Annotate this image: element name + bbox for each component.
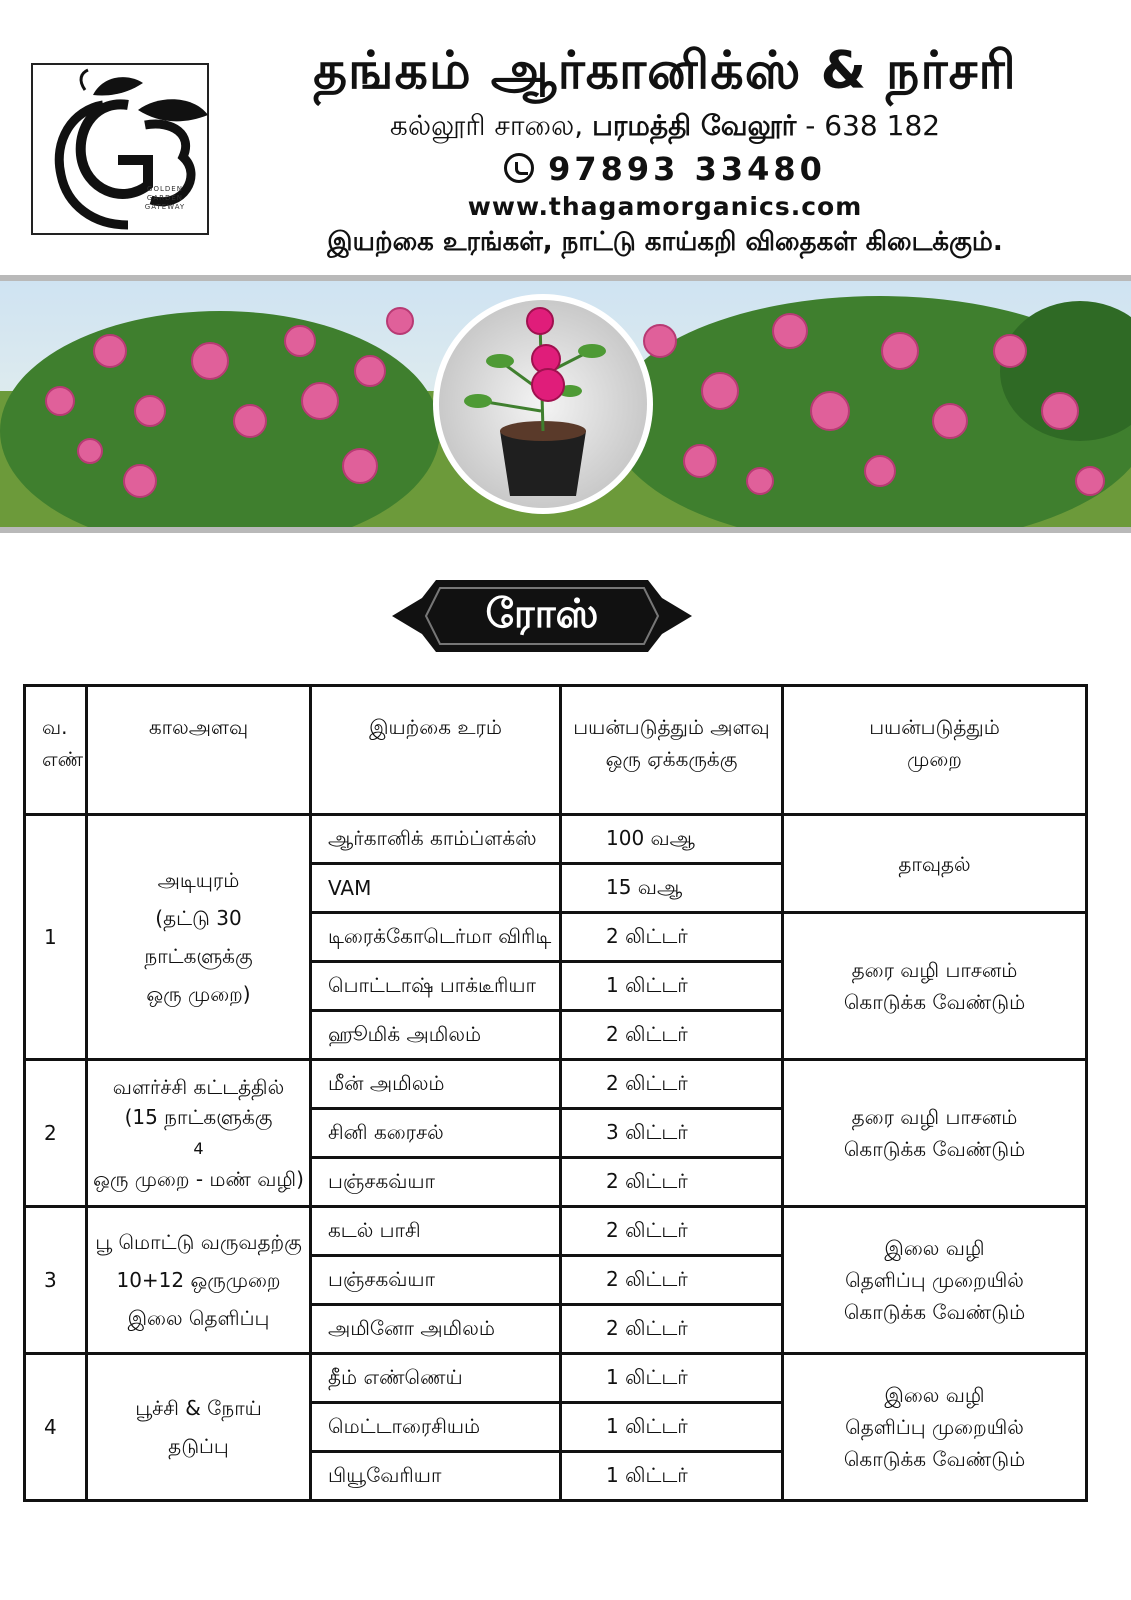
quantity-cell: 2 லிட்டர் <box>561 1207 783 1256</box>
period-cell: வளர்ச்சி கட்டத்தில் (15 நாட்களுக்கு 4 ஒரு முறை - மண் வழி) <box>87 1060 311 1207</box>
fertilizer-cell: பொட்டாஷ் பாக்டீரியா <box>311 962 561 1011</box>
row-number: 1 <box>25 815 87 1060</box>
fertilizer-cell: மெட்டாரைசியம் <box>311 1403 561 1452</box>
quantity-cell: 15 வஆ <box>561 864 783 913</box>
period-cell: அடியுரம் (தட்டு 30 நாட்களுக்கு ஒரு முறை) <box>87 815 311 1060</box>
header-period: காலஅளவு <box>87 686 311 815</box>
fertilizer-cell: மீன் அமிலம் <box>311 1060 561 1109</box>
table-row <box>25 1354 1087 1403</box>
business-name: தங்கம் ஆர்கானிக்ஸ் & நர்சரி <box>313 41 1017 101</box>
quantity-cell: 1 லிட்டர் <box>561 1452 783 1501</box>
method-cell: தரை வழி பாசனம் கொடுக்க வேண்டும் <box>783 1060 1087 1207</box>
header-no: வ. எண் <box>25 686 87 815</box>
quantity-cell: 2 லிட்டர் <box>561 1305 783 1354</box>
period-cell: பூச்சி & நோய் தடுப்பு <box>87 1354 311 1501</box>
method-cell: இலை வழி தெளிப்பு முறையில் கொடுக்க வேண்டும் <box>783 1354 1087 1501</box>
fertilizer-cell: சினி கரைசல் <box>311 1109 561 1158</box>
section-title: ரோஸ் <box>485 590 599 637</box>
quantity-cell: 2 லிட்டர் <box>561 913 783 962</box>
tagline: இயற்கை உரங்கள், நாட்டு காய்கறி விதைகள் கிடைக்கும். <box>327 227 1003 257</box>
row-number: 2 <box>25 1060 87 1207</box>
rose-banner-image <box>0 275 1131 533</box>
phone: 97893 33480 <box>215 148 1115 190</box>
quantity-cell: 1 லிட்டர் <box>561 1354 783 1403</box>
fertilizer-cell: பஞ்சகவ்யா <box>311 1158 561 1207</box>
header <box>215 40 1115 260</box>
logo-text: GOLDEN GARDEN GATEWAY <box>144 185 186 211</box>
section-title-plaque <box>392 578 692 654</box>
table-row <box>25 1060 1087 1109</box>
header-fertilizer: இயற்கை உரம் <box>311 686 561 815</box>
quantity-cell: 3 லிட்டர் <box>561 1109 783 1158</box>
header-quantity: பயன்படுத்தும் அளவு ஒரு ஏக்கருக்கு <box>561 686 783 815</box>
row-number: 4 <box>25 1354 87 1501</box>
quantity-cell: 1 லிட்டர் <box>561 962 783 1011</box>
fertilizer-cell: அமினோ அமிலம் <box>311 1305 561 1354</box>
method-cell: தரை வழி பாசனம் கொடுக்க வேண்டும் <box>783 913 1087 1060</box>
fertilizer-cell: கடல் பாசி <box>311 1207 561 1256</box>
table-row <box>25 815 1087 864</box>
address: கல்லூரி சாலை, பரமத்தி வேலூர் - 638 182 <box>389 109 941 142</box>
quantity-cell: 2 லிட்டர் <box>561 1256 783 1305</box>
fertilizer-cell: பியூவேரியா <box>311 1452 561 1501</box>
method-cell: தாவுதல் <box>783 815 1087 913</box>
method-cell: இலை வழி தெளிப்பு முறையில் கொடுக்க வேண்டும் <box>783 1207 1087 1354</box>
row-number: 3 <box>25 1207 87 1354</box>
quantity-cell: 2 லிட்டர் <box>561 1011 783 1060</box>
website: www.thagamorganics.com <box>467 192 863 221</box>
fertilizer-schedule-table <box>23 684 1088 1502</box>
fertilizer-cell: ஆர்கானிக் காம்ப்ளக்ஸ் <box>311 815 561 864</box>
quantity-cell: 1 லிட்டர் <box>561 1403 783 1452</box>
quantity-cell: 2 லிட்டர் <box>561 1060 783 1109</box>
fertilizer-cell: தீம் எண்ணெய் <box>311 1354 561 1403</box>
whatsapp-icon <box>504 153 534 183</box>
header-method: பயன்படுத்தும் முறை <box>783 686 1087 815</box>
logo <box>31 63 209 235</box>
fertilizer-cell: டிரைக்கோடெர்மா விரிடி <box>311 913 561 962</box>
fertilizer-cell: ஹூமிக் அமிலம் <box>311 1011 561 1060</box>
fertilizer-cell: VAM <box>311 864 561 913</box>
table-header-row <box>25 686 1087 815</box>
period-cell: பூ மொட்டு வருவதற்கு 10+12 ஒருமுறை இலை தெளிப்பு <box>87 1207 311 1354</box>
table-row <box>25 1207 1087 1256</box>
quantity-cell: 2 லிட்டர் <box>561 1158 783 1207</box>
quantity-cell: 100 வஆ <box>561 815 783 864</box>
fertilizer-cell: பஞ்சகவ்யா <box>311 1256 561 1305</box>
